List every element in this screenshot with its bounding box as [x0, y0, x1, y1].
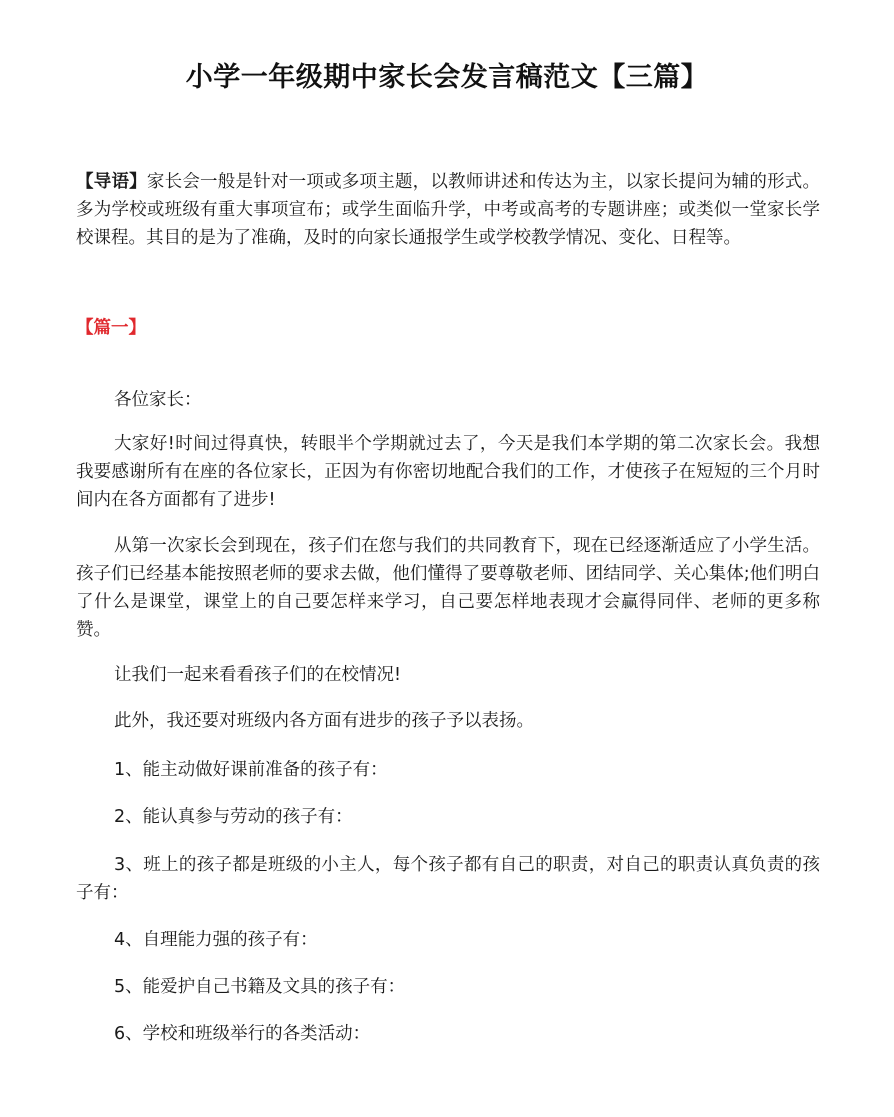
body-paragraph: 让我们一起来看看孩子们的在校情况! — [114, 665, 402, 685]
list-item: 5、能爱护自己书籍及文具的孩子有： — [114, 977, 406, 997]
intro-lead: 【导语】 — [76, 172, 147, 192]
list-item: 6、学校和班级举行的各类活动： — [114, 1024, 371, 1044]
document-title: 小学一年级期中家长会发言稿范文【三篇】 — [185, 62, 709, 93]
list-item: 3、班上的孩子都是班级的小主人，每个孩子都有自己的职责，对自己的职责认真负责的孩子有： — [76, 855, 820, 903]
body-paragraph: 此外，我还要对班级内各方面有进步的孩子予以表扬。 — [114, 711, 534, 731]
intro-paragraph — [76, 168, 820, 252]
list-item: 4、自理能力强的孩子有： — [114, 930, 318, 950]
salutation: 各位家长： — [114, 390, 202, 410]
list-item: 1、能主动做好课前准备的孩子有： — [114, 760, 388, 780]
intro-text: 家长会一般是针对一项或多项主题，以教师讲述和传达为主，以家长提问为辅的形式。多为学校或班级有重大事项宣布；或学生面临升学，中考或高考的专题讲座；或类似一堂家长学校课程。其目的是为了准确，及时的向家长通报学生或学校教学情况、变化、日程等。 — [76, 172, 821, 248]
list-item: 2、能认真参与劳动的孩子有： — [114, 807, 353, 827]
section-heading: 【篇一】 — [76, 318, 146, 338]
body-paragraph: 从第一次家长会到现在，孩子们在您与我们的共同教育下，现在已经逐渐适应了小学生活。孩子们已经基本能按照老师的要求去做，他们懂得了要尊敬老师、团结同学、关心集体;他们明白了什么是课堂，课堂上的自己要怎样来学习，自己要怎样地表现才会赢得同伴、老师的更多称赞。 — [76, 536, 820, 640]
body-paragraph: 大家好!时间过得真快，转眼半个学期就过去了，今天是我们本学期的第二次家长会。我想我要感谢所有在座的各位家长，正因为有你密切地配合我们的工作，才使孩子在短短的三个月时间内在各方面都有了进步! — [76, 434, 820, 510]
